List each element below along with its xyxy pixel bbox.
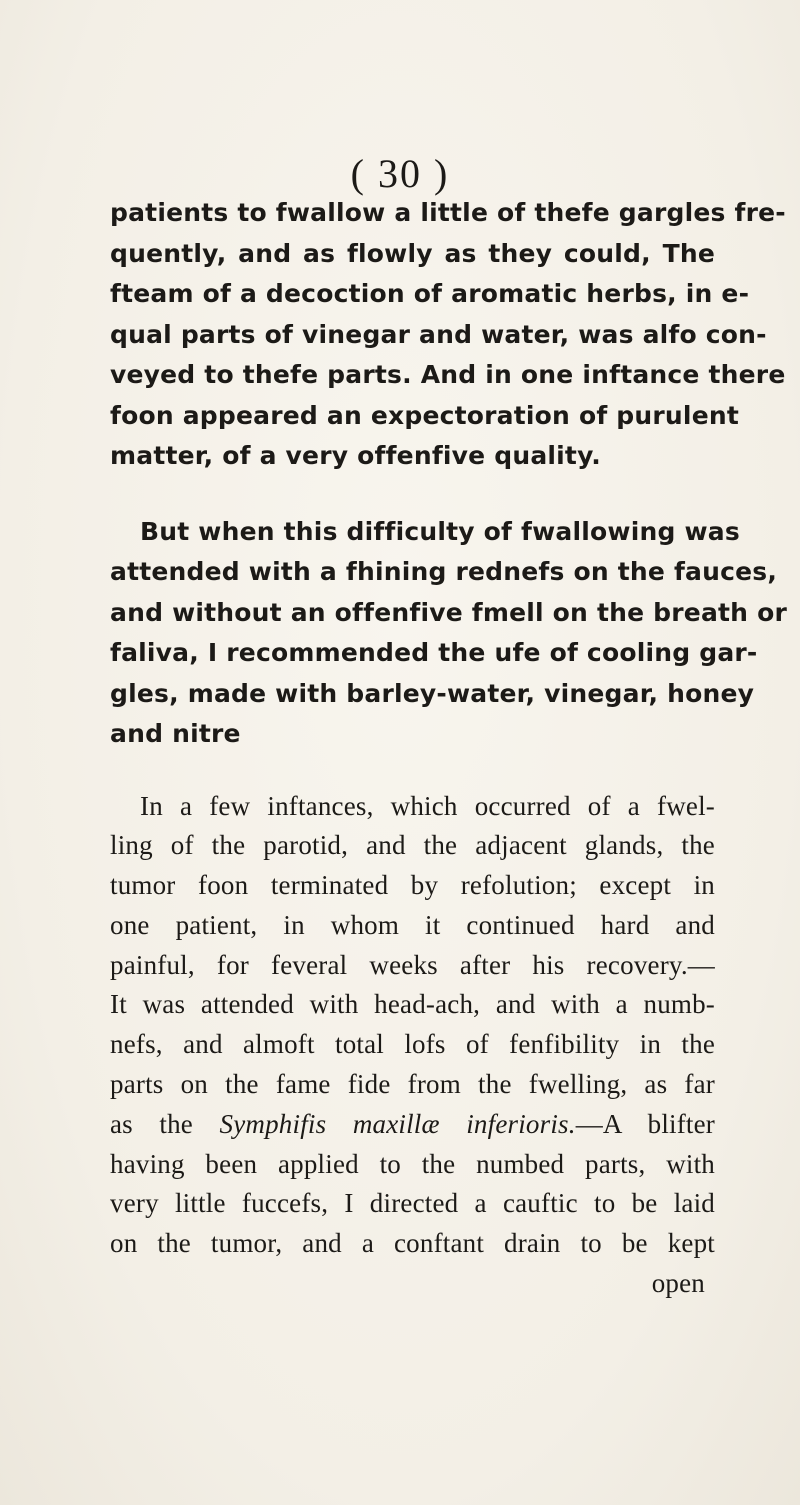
text-line: In a few inftances, which occurred of a fwel- — [140, 790, 715, 821]
text-line: attended with a fhining rednefs on the fauces, — [110, 557, 778, 586]
text-line: qual parts of vinegar and water, was alfo con- — [110, 319, 767, 349]
text-line: quently, and as flowly as they could, The — [110, 238, 715, 268]
text-line: very little fuccefs, I directed a cauftic to be laid — [110, 1188, 715, 1219]
paragraph-3 — [110, 787, 715, 1304]
text-fragment: —A blifter — [575, 1108, 715, 1139]
text-line: veyed to thefe parts. And in one inftance there — [110, 360, 786, 389]
text-line: gles, made with barley-water, vinegar, honey — [110, 678, 755, 708]
text-fragment: as the — [110, 1108, 220, 1139]
text-line: painful, for feveral weeks after his recovery.— — [110, 949, 715, 980]
page-number: ( 30 ) — [350, 151, 450, 196]
text-line: parts on the fame fide from the fwelling, as far — [110, 1069, 715, 1100]
text-line-with-italic — [110, 1105, 715, 1145]
text-line: It was attended with head-ach, and with a numb- — [110, 989, 715, 1020]
text-line: tumor foon terminated by refolution; except in — [110, 870, 715, 901]
text-line: and without an offenfive fmell on the breath or — [110, 597, 787, 627]
text-line: patients to fwallow a little of thefe gargles fre- — [110, 198, 786, 227]
text-line: one patient, in whom it continued hard and — [110, 909, 715, 940]
latin-term: Symphifis maxillæ inferioris. — [219, 1108, 576, 1139]
text-line: matter, of a very offenfive quality. — [110, 441, 601, 470]
text-line: foon appeared an expectoration of purulent — [110, 400, 739, 430]
text-line: on the tumor, and a conftant drain to be kept — [110, 1228, 715, 1259]
text-line: But when this difficulty of fwallowing was — [140, 516, 740, 546]
text-line: nefs, and almoft total lofs of fenfibility in the — [110, 1029, 715, 1060]
text-line: having been applied to the numbed parts, with — [110, 1148, 715, 1179]
paragraph-2 — [110, 512, 787, 755]
paragraph-1 — [110, 193, 786, 477]
text-line: and nitre — [110, 719, 241, 748]
text-line: ling of the parotid, and the adjacent glands, the — [110, 830, 715, 861]
catchword: open — [651, 1268, 705, 1299]
text-line: faliva, I recommended the ufe of cooling gar- — [110, 638, 758, 667]
text-line: fteam of a decoction of aromatic herbs, in e- — [110, 279, 750, 308]
body-text — [110, 193, 787, 1304]
